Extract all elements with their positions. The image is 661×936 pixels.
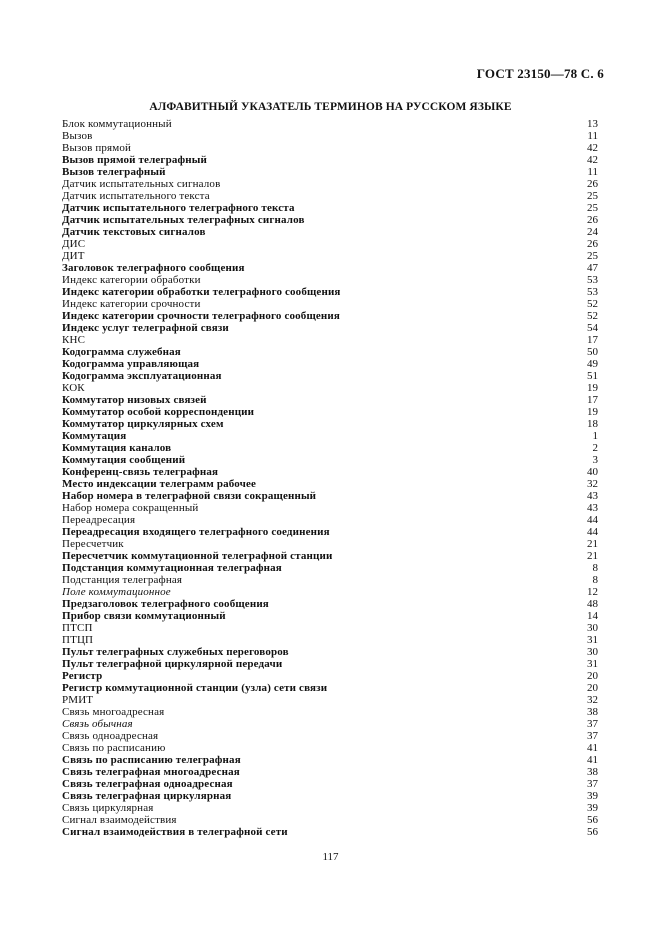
index-entry bbox=[62, 514, 598, 526]
index-entry-number: 21 bbox=[587, 550, 598, 562]
index-entry-number: 20 bbox=[587, 682, 598, 694]
index-entry bbox=[62, 730, 598, 742]
index-entry-term: Набор номера в телеграфной связи сокращенный bbox=[62, 490, 317, 502]
index-entry-number: 8 bbox=[592, 574, 598, 586]
index-entry bbox=[62, 346, 598, 358]
index-entry-number: 38 bbox=[587, 706, 598, 718]
index-entry-term: Кодограмма управляющая bbox=[62, 358, 200, 370]
index-entry-term: Связь обычная bbox=[62, 718, 133, 730]
index-entry bbox=[62, 538, 598, 550]
index-entry-term: Пульт телеграфных служебных переговоров bbox=[62, 646, 289, 658]
index-entry-number: 43 bbox=[587, 490, 598, 502]
index-entry-number: 25 bbox=[587, 202, 598, 214]
index-entry bbox=[62, 154, 598, 166]
index-entry bbox=[62, 178, 598, 190]
index-entry bbox=[62, 214, 598, 226]
index-entry-number: 56 bbox=[587, 814, 598, 826]
index-entry-number: 2 bbox=[592, 442, 598, 454]
index-entry-number: 17 bbox=[587, 334, 598, 346]
index-entry bbox=[62, 406, 598, 418]
index-entry bbox=[62, 442, 598, 454]
index-entry-number: 47 bbox=[587, 262, 598, 274]
index-entry-number: 20 bbox=[587, 670, 598, 682]
index-entry-number: 11 bbox=[587, 166, 598, 178]
index-entry-number: 44 bbox=[587, 526, 598, 538]
index-entry bbox=[62, 574, 598, 586]
index-entry bbox=[62, 826, 598, 838]
index-entry-number: 50 bbox=[587, 346, 598, 358]
index-entry bbox=[62, 694, 598, 706]
index-entry-term: Коммутатор особой корреспонденции bbox=[62, 406, 255, 418]
index-entry-number: 53 bbox=[587, 286, 598, 298]
index-entry-number: 30 bbox=[587, 622, 598, 634]
index-entry bbox=[62, 790, 598, 802]
index-entry-number: 52 bbox=[587, 310, 598, 322]
index-entry-term: КОК bbox=[62, 382, 85, 394]
index-entry-term: Коммутатор циркулярных схем bbox=[62, 418, 224, 430]
index-entry bbox=[62, 814, 598, 826]
index-entry bbox=[62, 418, 598, 430]
index-entry-term: Вызов телеграфный bbox=[62, 166, 166, 178]
index-entry-number: 31 bbox=[587, 634, 598, 646]
index-entry-number: 32 bbox=[587, 478, 598, 490]
index-entry-term: Заголовок телеграфного сообщения bbox=[62, 262, 245, 274]
index-entry-term: ПТСП bbox=[62, 622, 93, 634]
index-entry-number: 8 bbox=[592, 562, 598, 574]
index-entry-number: 14 bbox=[587, 610, 598, 622]
index-entry-term: Связь телеграфная одноадресная bbox=[62, 778, 233, 790]
index-entry-term: ДИТ bbox=[62, 250, 85, 262]
index-entry bbox=[62, 238, 598, 250]
index-entry bbox=[62, 190, 598, 202]
index-entry-term: Индекс категории обработки bbox=[62, 274, 201, 286]
index-entry-term: Связь по расписанию bbox=[62, 742, 166, 754]
index-entry-term: Коммутация сообщений bbox=[62, 454, 186, 466]
index-entry-term: КНС bbox=[62, 334, 86, 346]
index-entry-number: 42 bbox=[587, 154, 598, 166]
index-entry bbox=[62, 586, 598, 598]
index-entry-term: Регистр коммутационной станции (узла) сети связи bbox=[62, 682, 328, 694]
index-entry-term: Пульт телеграфной циркулярной передачи bbox=[62, 658, 283, 670]
index-entry bbox=[62, 394, 598, 406]
index-entry-number: 21 bbox=[587, 538, 598, 550]
index-entry-number: 39 bbox=[587, 802, 598, 814]
index-entry-term: Переадресация bbox=[62, 514, 136, 526]
index-entry bbox=[62, 478, 598, 490]
index-entry-number: 53 bbox=[587, 274, 598, 286]
index-entry bbox=[62, 334, 598, 346]
index-entry bbox=[62, 310, 598, 322]
index-entry-term: Датчик испытательного телеграфного текста bbox=[62, 202, 295, 214]
index-entry-number: 19 bbox=[587, 382, 598, 394]
index-entry-term: Связь многоадресная bbox=[62, 706, 165, 718]
index-entry bbox=[62, 370, 598, 382]
index-entry-number: 19 bbox=[587, 406, 598, 418]
index-entry-number: 26 bbox=[587, 214, 598, 226]
index-entry-term: Индекс категории обработки телеграфного сообщения bbox=[62, 286, 341, 298]
index-entry-number: 31 bbox=[587, 658, 598, 670]
index-title: АЛФАВИТНЫЙ УКАЗАТЕЛЬ ТЕРМИНОВ НА РУССКОМ ЯЗЫКЕ bbox=[149, 101, 512, 113]
index-entry-number: 3 bbox=[592, 454, 598, 466]
index-entry bbox=[62, 454, 598, 466]
index-entry bbox=[62, 658, 598, 670]
index-entry bbox=[62, 670, 598, 682]
index-entry-term: Коммутация каналов bbox=[62, 442, 172, 454]
index-entry-number: 56 bbox=[587, 826, 598, 838]
index-entry-number: 42 bbox=[587, 142, 598, 154]
index-entry-term: Связь телеграфная циркулярная bbox=[62, 790, 232, 802]
index-entry-term: Конференц-связь телеграфная bbox=[62, 466, 219, 478]
index-entry bbox=[62, 274, 598, 286]
index-entry-term: ПТЦП bbox=[62, 634, 94, 646]
index-entry-number: 1 bbox=[592, 430, 598, 442]
index-entry-number: 11 bbox=[587, 130, 598, 142]
index-entry bbox=[62, 550, 598, 562]
index-entry-term: Индекс услуг телеграфной связи bbox=[62, 322, 229, 334]
terms-index-list bbox=[62, 118, 598, 838]
index-entry bbox=[62, 226, 598, 238]
index-entry-term: Сигнал взаимодействия bbox=[62, 814, 177, 826]
index-entry-number: 12 bbox=[587, 586, 598, 598]
index-entry-number: 40 bbox=[587, 466, 598, 478]
index-entry bbox=[62, 466, 598, 478]
index-entry-term: Датчик испытательных сигналов bbox=[62, 178, 221, 190]
index-entry bbox=[62, 610, 598, 622]
index-entry-term: Набор номера сокращенный bbox=[62, 502, 199, 514]
index-entry-number: 30 bbox=[587, 646, 598, 658]
page-number: 117 bbox=[322, 851, 339, 863]
index-entry bbox=[62, 250, 598, 262]
index-entry-term: Индекс категории срочности bbox=[62, 298, 201, 310]
index-entry-number: 18 bbox=[587, 418, 598, 430]
index-entry-term: Вызов прямой телеграфный bbox=[62, 154, 207, 166]
index-entry-term: Блок коммутационный bbox=[62, 118, 172, 130]
index-entry bbox=[62, 646, 598, 658]
index-entry bbox=[62, 142, 598, 154]
index-entry bbox=[62, 118, 598, 130]
index-entry bbox=[62, 718, 598, 730]
index-entry bbox=[62, 706, 598, 718]
index-entry bbox=[62, 298, 598, 310]
index-entry-term: Поле коммутационное bbox=[62, 586, 171, 598]
index-entry-number: 54 bbox=[587, 322, 598, 334]
index-entry bbox=[62, 358, 598, 370]
index-entry-term: Вызов bbox=[62, 130, 93, 142]
index-entry bbox=[62, 778, 598, 790]
index-entry-term: Регистр bbox=[62, 670, 103, 682]
index-entry-number: 41 bbox=[587, 742, 598, 754]
index-entry-term: Сигнал взаимодействия в телеграфной сети bbox=[62, 826, 288, 838]
index-entry-number: 25 bbox=[587, 190, 598, 202]
index-entry-term: РМИТ bbox=[62, 694, 94, 706]
index-entry bbox=[62, 742, 598, 754]
index-entry-number: 49 bbox=[587, 358, 598, 370]
index-entry-term: Предзаголовок телеграфного сообщения bbox=[62, 598, 269, 610]
index-entry-term: Индекс категории срочности телеграфного сообщения bbox=[62, 310, 341, 322]
index-entry-term: Коммутатор низовых связей bbox=[62, 394, 207, 406]
index-entry bbox=[62, 526, 598, 538]
index-entry-number: 37 bbox=[587, 730, 598, 742]
index-entry-term: Датчик испытательного текста bbox=[62, 190, 210, 202]
index-entry-number: 52 bbox=[587, 298, 598, 310]
index-entry-term: Связь телеграфная многоадресная bbox=[62, 766, 240, 778]
index-entry bbox=[62, 322, 598, 334]
index-entry-term: Связь по расписанию телеграфная bbox=[62, 754, 241, 766]
index-entry-number: 32 bbox=[587, 694, 598, 706]
index-entry bbox=[62, 382, 598, 394]
index-entry bbox=[62, 202, 598, 214]
index-entry-number: 26 bbox=[587, 238, 598, 250]
index-entry-number: 13 bbox=[587, 118, 598, 130]
index-entry-term: Связь циркулярная bbox=[62, 802, 154, 814]
index-entry bbox=[62, 502, 598, 514]
index-entry-term: Вызов прямой bbox=[62, 142, 132, 154]
index-entry-number: 39 bbox=[587, 790, 598, 802]
document-header: ГОСТ 23150—78 С. 6 bbox=[476, 66, 604, 81]
index-entry bbox=[62, 430, 598, 442]
index-entry-number: 43 bbox=[587, 502, 598, 514]
index-entry-term: Прибор связи коммутационный bbox=[62, 610, 226, 622]
index-entry bbox=[62, 802, 598, 814]
index-entry-number: 51 bbox=[587, 370, 598, 382]
index-entry bbox=[62, 490, 598, 502]
index-entry bbox=[62, 682, 598, 694]
index-entry-number: 26 bbox=[587, 178, 598, 190]
index-entry-term: Подстанция телеграфная bbox=[62, 574, 183, 586]
index-entry-number: 37 bbox=[587, 778, 598, 790]
index-entry-number: 25 bbox=[587, 250, 598, 262]
index-entry-number: 48 bbox=[587, 598, 598, 610]
index-entry bbox=[62, 262, 598, 274]
index-entry-term: Переадресация входящего телеграфного соединения bbox=[62, 526, 330, 538]
index-entry-term: Пересчетчик bbox=[62, 538, 124, 550]
index-entry-term: Подстанция коммутационная телеграфная bbox=[62, 562, 282, 574]
index-entry-number: 41 bbox=[587, 754, 598, 766]
index-entry bbox=[62, 166, 598, 178]
index-entry bbox=[62, 286, 598, 298]
index-entry-term: Кодограмма служебная bbox=[62, 346, 181, 358]
index-entry-term: Датчик текстовых сигналов bbox=[62, 226, 206, 238]
index-entry bbox=[62, 766, 598, 778]
index-entry-number: 44 bbox=[587, 514, 598, 526]
index-entry-term: Связь одноадресная bbox=[62, 730, 159, 742]
index-entry-term: Пересчетчик коммутационной телеграфной станции bbox=[62, 550, 333, 562]
index-entry-term: Коммутация bbox=[62, 430, 127, 442]
index-entry-term: Кодограмма эксплуатационная bbox=[62, 370, 222, 382]
index-entry-term: ДИС bbox=[62, 238, 86, 250]
index-entry-number: 38 bbox=[587, 766, 598, 778]
index-entry bbox=[62, 130, 598, 142]
index-entry bbox=[62, 622, 598, 634]
index-entry-term: Место индексации телеграмм рабочее bbox=[62, 478, 257, 490]
index-entry-number: 24 bbox=[587, 226, 598, 238]
index-entry-number: 17 bbox=[587, 394, 598, 406]
index-entry bbox=[62, 598, 598, 610]
index-entry-number: 37 bbox=[587, 718, 598, 730]
index-entry bbox=[62, 562, 598, 574]
index-entry bbox=[62, 634, 598, 646]
index-entry-term: Датчик испытательных телеграфных сигналов bbox=[62, 214, 305, 226]
index-entry bbox=[62, 754, 598, 766]
